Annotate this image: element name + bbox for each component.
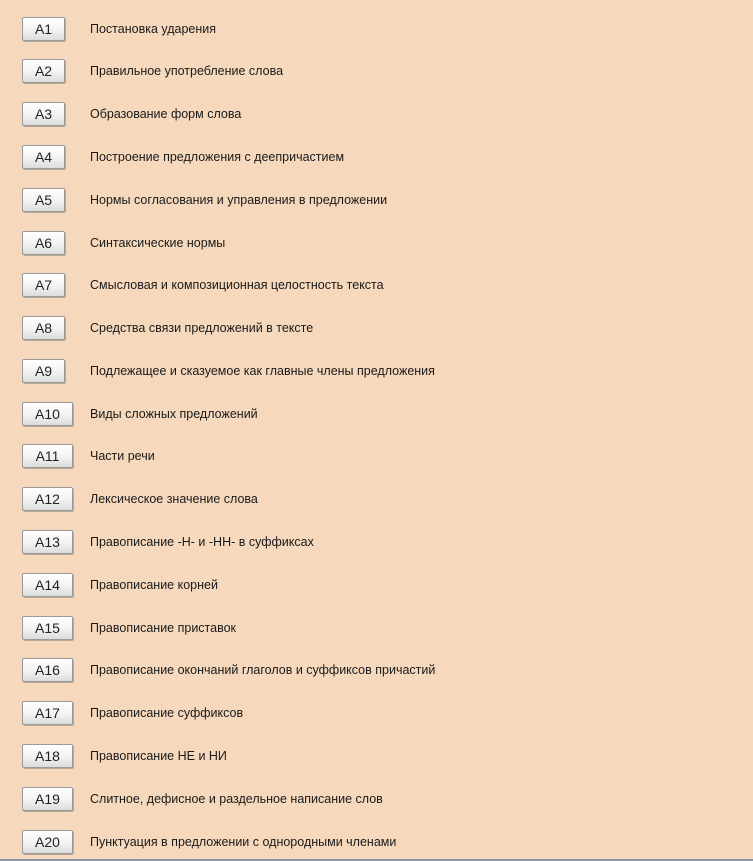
task-button-a4[interactable]: А4 [22, 145, 65, 169]
task-label: Постановка ударения [90, 22, 217, 36]
task-button-a19[interactable]: А19 [22, 787, 73, 811]
task-row [0, 402, 753, 432]
task-button-a15[interactable]: А15 [22, 616, 73, 640]
task-row [0, 573, 753, 603]
task-row [0, 830, 753, 860]
task-label: Виды сложных предложений [90, 407, 258, 421]
task-row [0, 316, 753, 346]
task-row [0, 787, 753, 817]
task-row [0, 744, 753, 774]
task-button-a17[interactable]: А17 [22, 701, 73, 725]
task-label: Образование форм слова [90, 107, 242, 121]
task-label: Правописание приставок [90, 621, 237, 635]
task-button-a7[interactable]: А7 [22, 273, 65, 297]
task-label: Правильное употребление слова [90, 64, 284, 78]
task-button-a9[interactable]: А9 [22, 359, 65, 383]
task-label: Подлежащее и сказуемое как главные члены предложения [90, 364, 435, 378]
task-row [0, 231, 753, 261]
task-row [0, 616, 753, 646]
task-row [0, 59, 753, 89]
task-label: Слитное, дефисное и раздельное написание слов [90, 792, 383, 806]
task-button-a20[interactable]: А20 [22, 830, 73, 854]
task-label: Правописание -Н- и -НН- в суффиксах [90, 535, 314, 549]
task-label: Пунктуация в предложении с однородными членами [90, 835, 397, 849]
task-row [0, 701, 753, 731]
task-label: Правописание НЕ и НИ [90, 749, 227, 763]
task-row [0, 102, 753, 132]
task-button-a6[interactable]: А6 [22, 231, 65, 255]
task-button-a14[interactable]: А14 [22, 573, 73, 597]
task-button-a3[interactable]: А3 [22, 102, 65, 126]
task-button-a13[interactable]: А13 [22, 530, 73, 554]
task-row [0, 273, 753, 303]
task-label: Правописание окончаний глаголов и суффиксов причастий [90, 663, 436, 677]
task-label: Нормы согласования и управления в предложении [90, 193, 388, 207]
task-label: Смысловая и композиционная целостность текста [90, 278, 384, 292]
task-row [0, 145, 753, 175]
task-button-a11[interactable]: А11 [22, 444, 73, 468]
task-label: Построение предложения с деепричастием [90, 150, 345, 164]
task-button-a5[interactable]: А5 [22, 188, 65, 212]
task-button-a16[interactable]: А16 [22, 658, 73, 682]
task-button-a18[interactable]: А18 [22, 744, 73, 768]
task-row [0, 444, 753, 474]
task-button-a10[interactable]: А10 [22, 402, 73, 426]
task-label: Лексическое значение слова [90, 492, 258, 506]
task-row [0, 658, 753, 688]
task-button-a2[interactable]: А2 [22, 59, 65, 83]
task-label: Правописание суффиксов [90, 706, 244, 720]
task-row [0, 359, 753, 389]
task-button-a12[interactable]: А12 [22, 487, 73, 511]
task-label: Правописание корней [90, 578, 218, 592]
task-row [0, 487, 753, 517]
task-label: Средства связи предложений в тексте [90, 321, 314, 335]
task-row [0, 530, 753, 560]
task-button-a8[interactable]: А8 [22, 316, 65, 340]
task-label: Синтаксические нормы [90, 236, 226, 250]
task-label: Части речи [90, 449, 155, 463]
task-row [0, 17, 753, 47]
task-button-a1[interactable]: А1 [22, 17, 65, 41]
task-row [0, 188, 753, 218]
